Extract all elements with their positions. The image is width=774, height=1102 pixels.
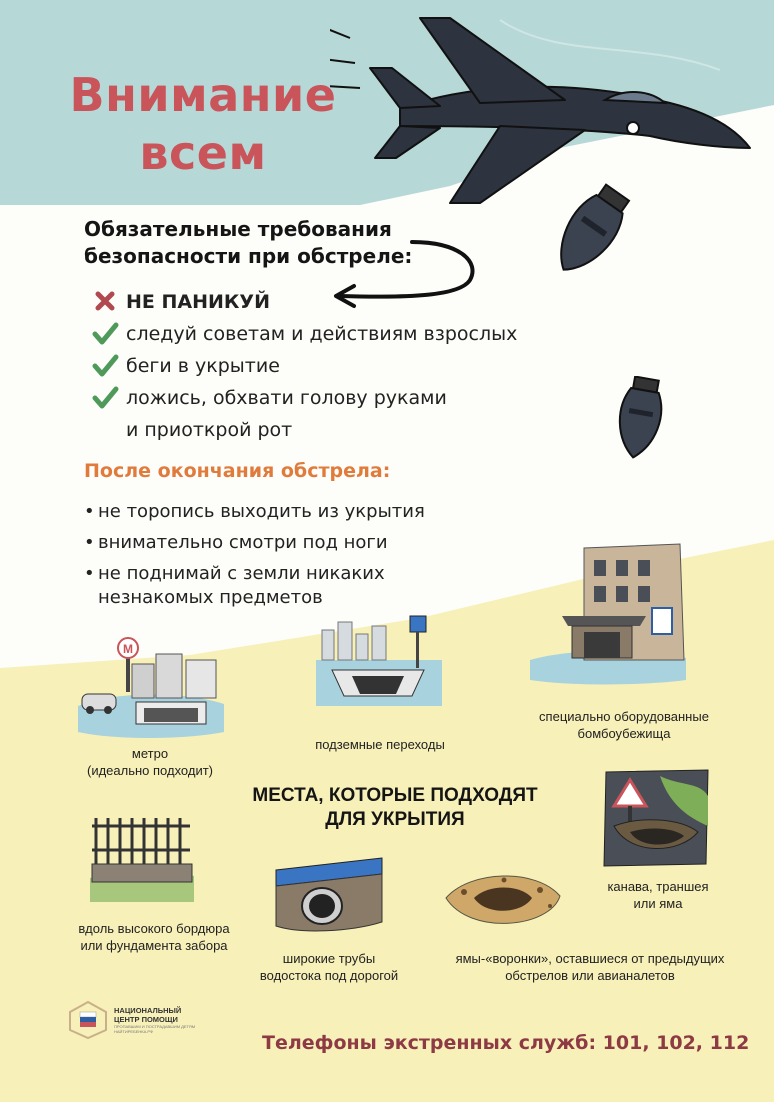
requirements-heading-line-2: безопасности при обстреле: [84, 244, 413, 268]
drain-pipe-illustration [270, 852, 388, 938]
rule-text: беги в укрытие [126, 355, 280, 377]
logo-line-3: ПРОПАВШИМ И ПОСТРАДАВШИМ ДЕТЯМ [114, 1024, 196, 1029]
title-line-1: Внимание [69, 68, 337, 122]
fence-caption [56, 920, 252, 954]
ditch-caption-line-1: канава, траншея [607, 879, 709, 894]
rule-item-no-panic [92, 290, 270, 315]
craters-caption-line-1: ямы-«воронки», оставшиеся от предыдущих [455, 951, 725, 966]
underpass-caption-line-1: подземные переходы [315, 737, 445, 752]
underpass-illustration [312, 610, 446, 710]
rule-indent [92, 418, 126, 442]
pipes-caption-line-1: широкие трубы [282, 951, 376, 966]
fence-caption-line-1: вдоль высокого бордюра [78, 921, 230, 936]
rule-item-run-to-shelter [92, 354, 280, 379]
places-heading-line-2: ДЛЯ УКРЫТИЯ [325, 809, 465, 830]
ditch-caption-line-2: или яма [633, 896, 683, 911]
places-heading [200, 784, 590, 832]
rule-item-lie-down [92, 386, 447, 411]
ditch-illustration [600, 766, 712, 870]
pipes-caption-line-2: водостока под дорогой [259, 968, 399, 983]
rule-text: и приоткрой рот [126, 419, 293, 441]
metro-caption [60, 745, 240, 779]
fence-caption-line-2: или фундамента забора [80, 938, 228, 953]
logo-line-2: ЦЕНТР ПОМОЩИ [114, 1015, 178, 1024]
emergency-phones: Телефоны экстренных служб: 101, 102, 112 [262, 1032, 750, 1054]
requirements-heading-line-1: Обязательные требования [84, 217, 392, 241]
curved-arrow-icon [320, 232, 490, 312]
metro-caption-line-2: (идеально подходит) [86, 763, 213, 778]
underpass-caption [290, 736, 470, 753]
after-shelling-heading: После окончания обстрела: [84, 460, 391, 482]
craters-caption-line-2: обстрелов или авианалетов [505, 968, 675, 983]
metro-caption-line-1: метро [131, 746, 169, 761]
rule-item-open-mouth [92, 418, 292, 443]
after-item-text: внимательно смотри под ноги [98, 532, 388, 553]
rule-text: НЕ ПАНИКУЙ [126, 291, 270, 313]
rule-item-follow-adults [92, 322, 517, 347]
cross-icon [92, 290, 126, 314]
bunker-caption-line-2: бомбоубежища [577, 726, 671, 741]
after-item-text: не торопись выходить из укрытия [98, 501, 425, 522]
bunker-caption [520, 708, 728, 742]
logo-icon [66, 1000, 110, 1040]
metro-sign-letter: М [123, 642, 133, 656]
rule-text: следуй советам и действиям взрослых [126, 323, 518, 345]
bunker-building-illustration [520, 540, 690, 686]
check-icon [92, 322, 126, 346]
check-icon [92, 386, 126, 410]
bomb-icon [540, 182, 640, 282]
bomb-icon [610, 376, 670, 460]
after-item: • не торопись выходить из укрытия [84, 501, 425, 522]
craters-caption [430, 950, 750, 984]
check-icon [92, 354, 126, 378]
logo-line-1: НАЦИОНАЛЬНЫЙ [114, 1006, 182, 1015]
rule-text: ложись, обхвати голову руками [126, 387, 447, 409]
places-heading-line-1: МЕСТА, КОТОРЫЕ ПОДХОДЯТ [252, 785, 538, 806]
after-item-text: незнакомых предметов [98, 587, 323, 608]
bunker-caption-line-1: специально оборудованные [539, 709, 709, 724]
fence-illustration [86, 806, 198, 906]
fighter-jet-illustration [330, 8, 770, 208]
metro-illustration [74, 636, 230, 740]
crater-illustration [440, 862, 566, 942]
ditch-caption [578, 878, 738, 912]
logo-text [114, 1006, 195, 1034]
title-line-2: всем [139, 126, 267, 180]
after-item [84, 586, 323, 610]
page-title [68, 66, 338, 182]
logo-line-4: НАЙТИРЕБЕНКА.РФ [114, 1029, 154, 1034]
after-item: • внимательно смотри под ноги [84, 532, 388, 553]
pipes-caption [254, 950, 404, 984]
after-item-text: не поднимай с земли никаких [98, 563, 385, 584]
after-item: • не поднимай с земли никаких [84, 563, 385, 584]
